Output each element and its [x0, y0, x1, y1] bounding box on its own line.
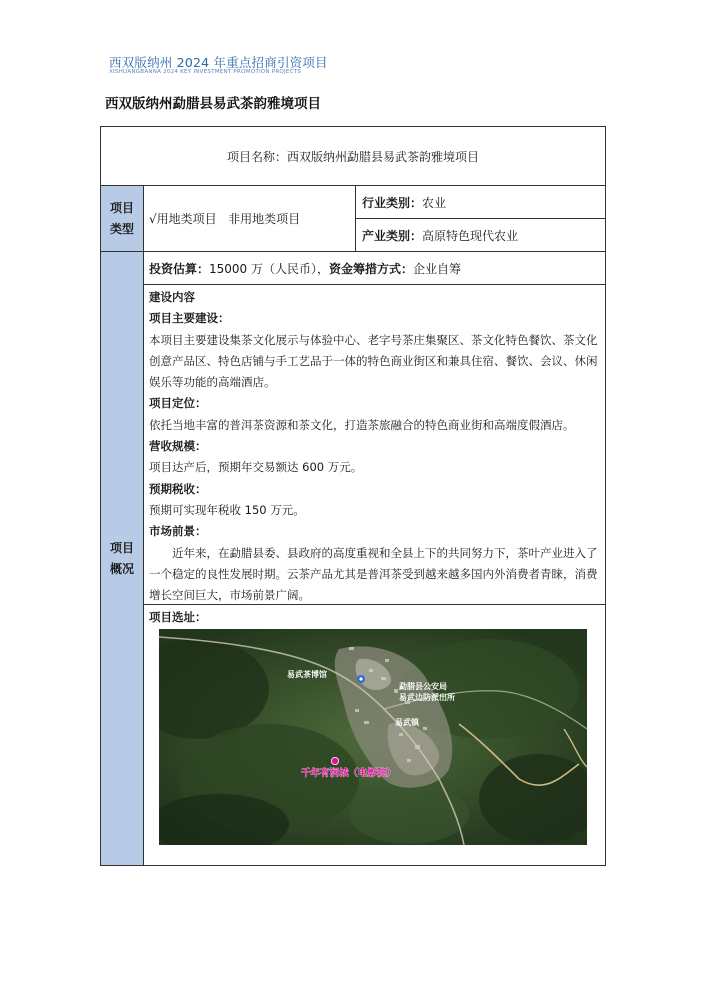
map-label-police2: 易武边防派出所 — [399, 693, 455, 702]
map-label-target: 千年有润城（电影院） — [301, 768, 397, 779]
industry-cell — [356, 186, 605, 219]
map-label-police1: 勐腊县公安局 — [399, 682, 447, 691]
project-name-row: 项目名称：西双版纳州勐腊县易武茶韵雅境项目 — [101, 127, 605, 186]
type-label-line2: 类型 — [109, 221, 134, 236]
type-label-cell — [101, 186, 144, 252]
fund-value: 企业自筹 — [413, 261, 462, 276]
main-build-text: 本项目主要建设集茶文化展示与体验中心、老字号茶庄集聚区、茶文化特色餐饮、茶文化创意产品区、特色店铺与手工艺品于一体的特色商业街区和兼具住宿、餐饮、会议、休闲娱乐等功能的高端酒店。 — [149, 332, 598, 390]
investment-cell — [144, 252, 605, 285]
revenue-label: 营收规模： — [149, 439, 207, 454]
land-type-cell: √用地类项目 非用地类项目 — [144, 186, 356, 252]
overview-label-line2: 概况 — [109, 561, 134, 576]
satellite-map — [159, 629, 587, 845]
invest-value: 15000 万（人民币）， — [209, 261, 330, 276]
type-label-line1: 项目 — [109, 200, 134, 215]
market-text: 近年来，在勐腊县委、县政府的高度重视和全县上下的共同努力下，茶叶产业进入了一个稳定的良性发展时期。云茶产品尤其是普洱茶受到越来越多国内外消费者青睐，消费增长空间巨大，市场前景广阔。 — [149, 545, 598, 603]
industry-label: 行业类别： — [362, 195, 423, 210]
construction-heading: 建设内容 — [149, 290, 195, 304]
series-subtitle-en: XISHUANGBANNA 2024 KEY INVESTMENT PROMOTION PROJECTS — [109, 69, 302, 75]
sector-label: 产业类别： — [362, 228, 423, 243]
location-marker-icon — [331, 757, 338, 764]
industry-value: 农业 — [422, 195, 447, 210]
map-label-town: 易武镇 — [395, 718, 419, 727]
overview-label-line1: 项目 — [109, 540, 134, 555]
construction-content-cell — [144, 285, 605, 605]
revenue-text: 项目达产后，预期年交易额达 600 万元。 — [149, 460, 363, 475]
sector-value: 高原特色现代农业 — [422, 228, 519, 243]
tax-text: 预期可实现年税收 150 万元。 — [149, 502, 305, 517]
document-title: 西双版纳州勐腊县易武茶韵雅境项目 — [105, 96, 321, 112]
position-text: 依托当地丰富的普洱茶资源和茶文化，打造茶旅融合的特色商业街和高端度假酒店。 — [149, 417, 575, 432]
overview-label-cell — [101, 252, 144, 865]
project-table — [100, 126, 606, 866]
tax-label: 预期税收： — [149, 481, 207, 496]
site-label: 项目选址： — [149, 610, 207, 624]
market-label: 市场前景： — [149, 524, 207, 539]
position-label: 项目定位： — [149, 396, 207, 411]
sector-cell — [356, 219, 605, 252]
map-label-road: 易武茶博馆 — [287, 670, 327, 679]
series-title: 西双版纳州 2024 年重点招商引资项目 — [109, 55, 328, 70]
main-build-label: 项目主要建设： — [149, 311, 230, 326]
invest-label: 投资估算： — [149, 261, 210, 276]
fund-label: 资金筹措方式： — [329, 261, 414, 276]
